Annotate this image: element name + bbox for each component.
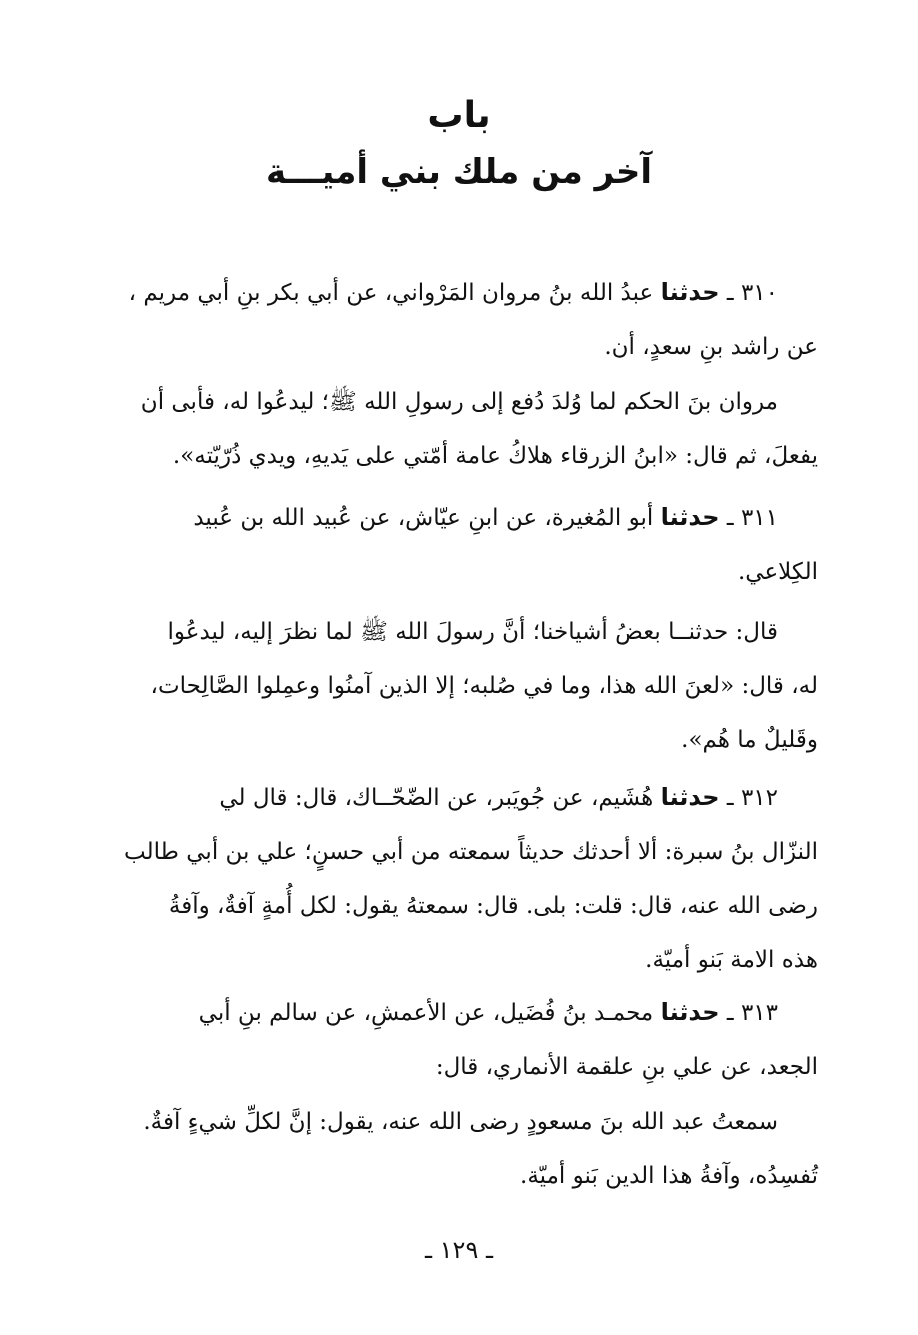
narration-keyword: حدثنا <box>660 503 720 531</box>
text-line: الجعد، عن علي بنِ علقمة الأنماري، قال: <box>435 1054 818 1080</box>
chapter-title: آخر من ملك بني أميـــة <box>265 152 652 192</box>
text-line: النزّال بنُ سبرة: ألا أحدثك حديثاً سمعته من أبي حسنٍ؛ علي بن أبي طالب <box>124 839 818 865</box>
hadith-313-matn <box>100 1095 818 1203</box>
text-line: قال: حدثنــا بعضُ أشياخنا؛ أنَّ رسولَ الله ﷺ لما نظرَ إليه، ليدعُوا <box>167 619 778 645</box>
text-line: ٣١٣ ـ حدثنا محمـد بنُ فُضَيل، عن الأعمشِ، عن سالم بنِ أبي <box>198 998 778 1026</box>
text-line: تُفسِدُه، وآفةُ هذا الدين بَنو أميّة. <box>520 1163 818 1189</box>
hadith-311-isnad <box>100 490 818 599</box>
text-line: ٣١١ ـ حدثنا أبو المُغيرة، عن ابنِ عيّاش، عن عُبيد الله بن عُبيد <box>193 503 778 531</box>
hadith-310-isnad <box>100 265 818 374</box>
narration-keyword: حدثنا <box>660 998 720 1026</box>
text-line: الكِلاعي. <box>737 559 818 585</box>
text-line: له، قال: «لعنَ الله هذا، وما في صُلبه؛ إلا الذين آمنُوا وعمِلوا الصَّالِحات، <box>150 673 818 699</box>
hadith-310-matn <box>100 375 818 483</box>
text-line: ٣١٠ ـ حدثنا عبدُ الله بنُ مروان المَرْواني، عن أبي بكر بنِ أبي مريم ، <box>128 278 778 306</box>
narration-keyword: حدثنا <box>660 278 720 306</box>
text-line: مروان بنَ الحكم لما وُلدَ دُفع إلى رسولِ الله ﷺ؛ ليدعُوا له، فأبى أن <box>140 389 778 415</box>
text-line: عن راشد بنِ سعدٍ، أن. <box>604 334 818 360</box>
text-line: ٣١٢ ـ حدثنا هُشَيم، عن جُويَبر، عن الضّحّــاك، قال: قال لي <box>219 783 778 811</box>
text-line: يفعلَ، ثم قال: «ابنُ الزرقاء هلاكُ عامة أمّتي على يَديهِ، ويدي ذُرّيّته». <box>172 443 818 469</box>
text-line: سمعتُ عبد الله بنَ مسعودٍ رضى الله عنه، يقول: إنَّ لكلِّ شيءٍ آفةٌ. <box>143 1109 778 1135</box>
hadith-313-isnad <box>100 985 818 1094</box>
text-line: هذه الامة بَنو أميّة. <box>645 947 818 973</box>
text-line: رضى الله عنه، قال: قلت: بلى. قال: سمعتهُ يقول: لكل أُمةٍ آفةٌ، وآفةُ <box>168 893 818 919</box>
hadith-311-matn <box>100 605 818 767</box>
chapter-heading-bab: باب <box>427 95 491 136</box>
narration-keyword: حدثنا <box>660 783 720 811</box>
text-line: وقَليلٌ ما هُم». <box>681 727 818 753</box>
hadith-312 <box>100 770 818 987</box>
page-number: ـ ١٢٩ ـ <box>424 1236 493 1264</box>
